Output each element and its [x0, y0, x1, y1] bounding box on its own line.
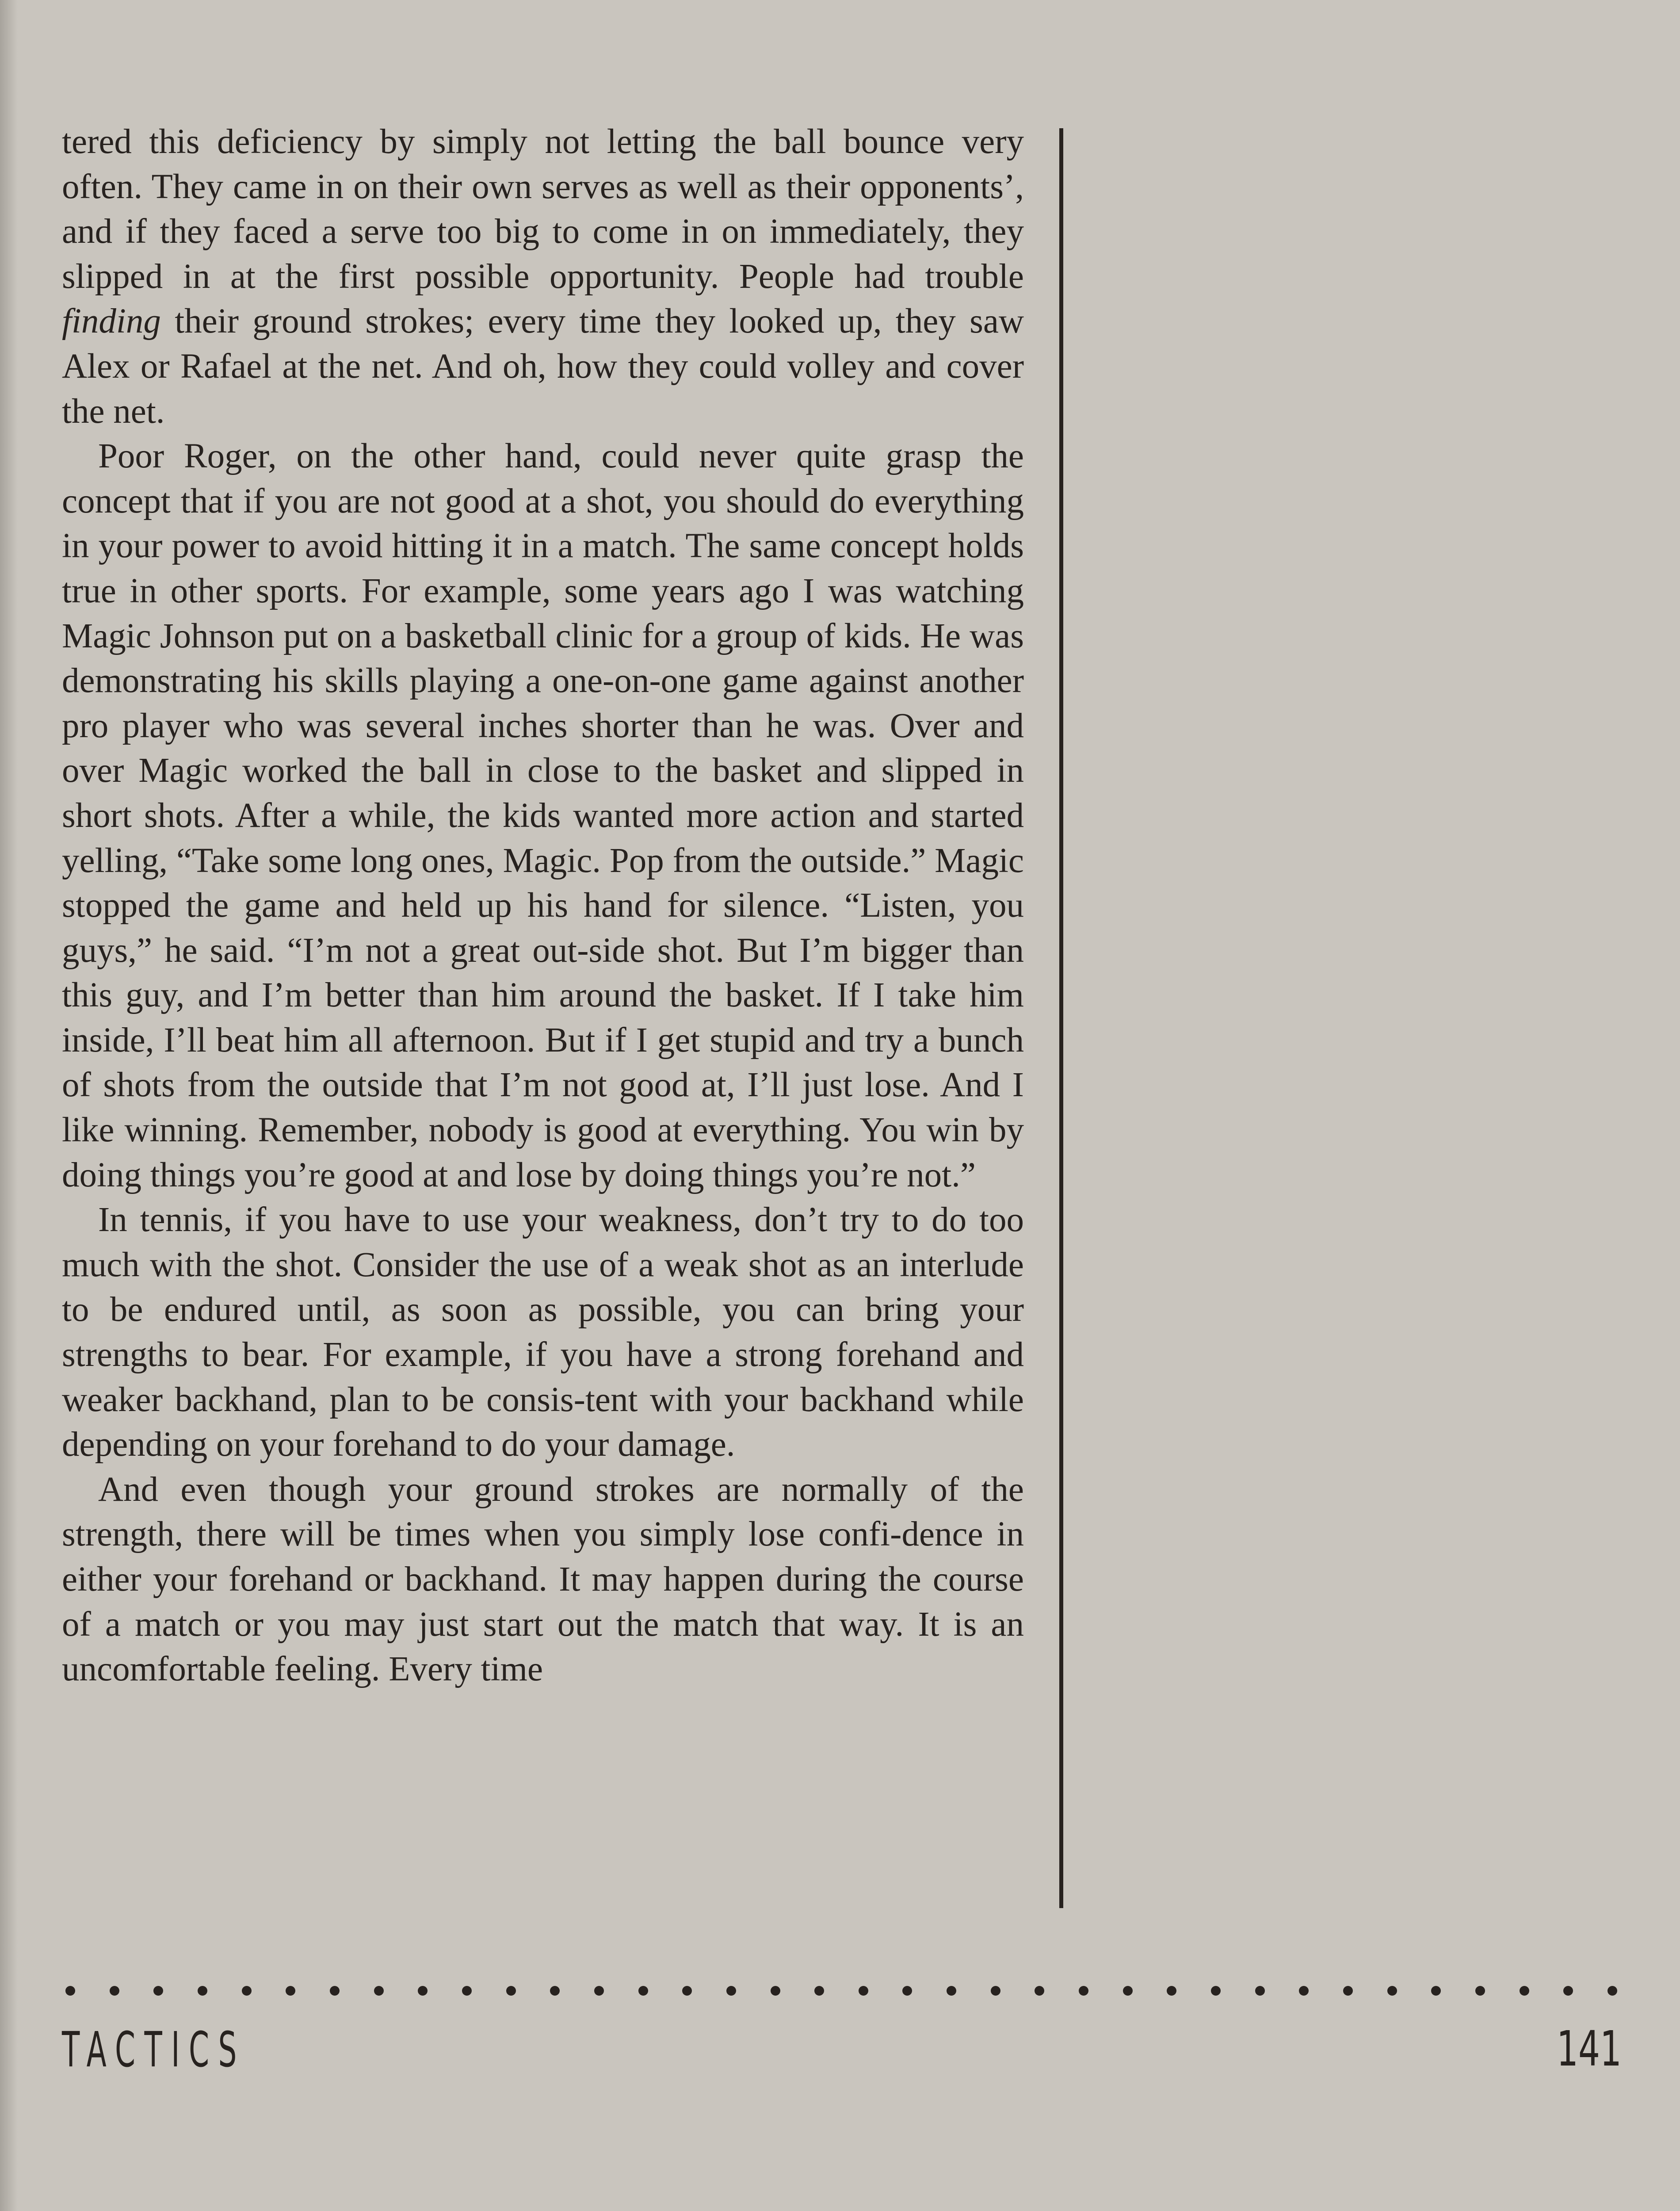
- divider-dot: [594, 1986, 604, 1996]
- paragraph-1-text: tered this deficiency by simply not letting the ball bounce very often. They came in on their own serves as well as their opponents’, and if they faced a serve too big to come in on immediately, they slipped in at the first possible opportunity. People had trouble: [62, 122, 1024, 296]
- running-footer-section-title: TACTICS: [62, 2021, 246, 2078]
- divider-dot: [1387, 1986, 1397, 1996]
- divider-dot: [550, 1986, 560, 1996]
- divider-dot: [638, 1986, 648, 1996]
- divider-dot: [1255, 1986, 1265, 1996]
- divider-dot: [902, 1986, 912, 1996]
- divider-dot: [1035, 1986, 1044, 1996]
- divider-dot: [1431, 1986, 1441, 1996]
- divider-dot: [286, 1986, 295, 1996]
- divider-dot: [65, 1986, 75, 1996]
- divider-dot: [771, 1986, 780, 1996]
- paragraph-4: And even though your ground strokes are normally of the strength, there will be times when you simply lose confi-dence in either your forehand or backhand. It may happen during the course of a match or you may just start out the match that way. It is an uncomfortable feeling. Every time: [62, 1470, 1024, 1689]
- body-text-column: [62, 119, 1024, 1692]
- divider-dot: [110, 1986, 119, 1996]
- divider-dot: [153, 1986, 163, 1996]
- divider-dot: [859, 1986, 868, 1996]
- divider-dot: [506, 1986, 516, 1996]
- dotted-divider: [65, 1984, 1617, 1997]
- divider-dot: [418, 1986, 428, 1996]
- divider-dot: [1475, 1986, 1485, 1996]
- divider-dot: [198, 1986, 207, 1996]
- divider-dot: [947, 1986, 956, 1996]
- divider-dot: [1607, 1986, 1617, 1996]
- vertical-column-rule: [1059, 128, 1063, 1908]
- paragraph-1-text-end: their ground strokes; every time they looked up, they saw Alex or Rafael at the net. And oh, how they could volley and cover the net.: [62, 302, 1024, 431]
- divider-dot: [1211, 1986, 1221, 1996]
- divider-dot: [1123, 1986, 1133, 1996]
- divider-dot: [242, 1986, 252, 1996]
- paragraph-2: Poor Roger, on the other hand, could never quite grasp the concept that if you are not good at a shot, you should do everything in your power to avoid hitting it in a match. The same concept holds true in other sports. For example, some years ago I was watching Magic Johnson put on a basketball clinic for a group of kids. He was demonstrating his skills playing a one-on-one game against another pro player who was several inches shorter than he was. Over and over Magic worked the ball in close to the basket and slipped in short shots. After a while, the kids wanted more action and started yelling, “Take some long ones, Magic. Pop from the outside.” Magic stopped the game and held up his hand for silence. “Listen, you guys,” he said. “I’m not a great out-side shot. But I’m bigger than this guy, and I’m better than him around the basket. If I take him inside, I’ll beat him all afternoon. But if I get stupid and try a bunch of shots from the outside that I’m not good at, I’ll just lose. And I like winning. Remember, nobody is good at everything. You win by doing things you’re good at and lose by doing things you’re not.”: [62, 437, 1024, 1194]
- paragraph-1: [62, 119, 1024, 434]
- page-number: 141: [1557, 2020, 1622, 2077]
- divider-dot: [726, 1986, 736, 1996]
- divider-dot: [682, 1986, 692, 1996]
- divider-dot: [1167, 1986, 1176, 1996]
- divider-dot: [991, 1986, 1000, 1996]
- divider-dot: [1563, 1986, 1573, 1996]
- divider-dot: [1520, 1986, 1529, 1996]
- paragraph-1-emphasis: finding: [62, 302, 161, 341]
- divider-dot: [814, 1986, 824, 1996]
- divider-dot: [462, 1986, 472, 1996]
- divider-dot: [1079, 1986, 1088, 1996]
- divider-dot: [1343, 1986, 1353, 1996]
- divider-dot: [374, 1986, 384, 1996]
- paragraph-3: In tennis, if you have to use your weakness, don’t try to do too much with the shot. Consider the use of a weak shot as an interlude to be endured until, as soon as possible, you can bring your strengths to bear. For example, if you have a strong forehand and weaker backhand, plan to be consis-tent with your backhand while depending on your forehand to do your damage.: [62, 1201, 1024, 1464]
- divider-dot: [330, 1986, 340, 1996]
- divider-dot: [1299, 1986, 1309, 1996]
